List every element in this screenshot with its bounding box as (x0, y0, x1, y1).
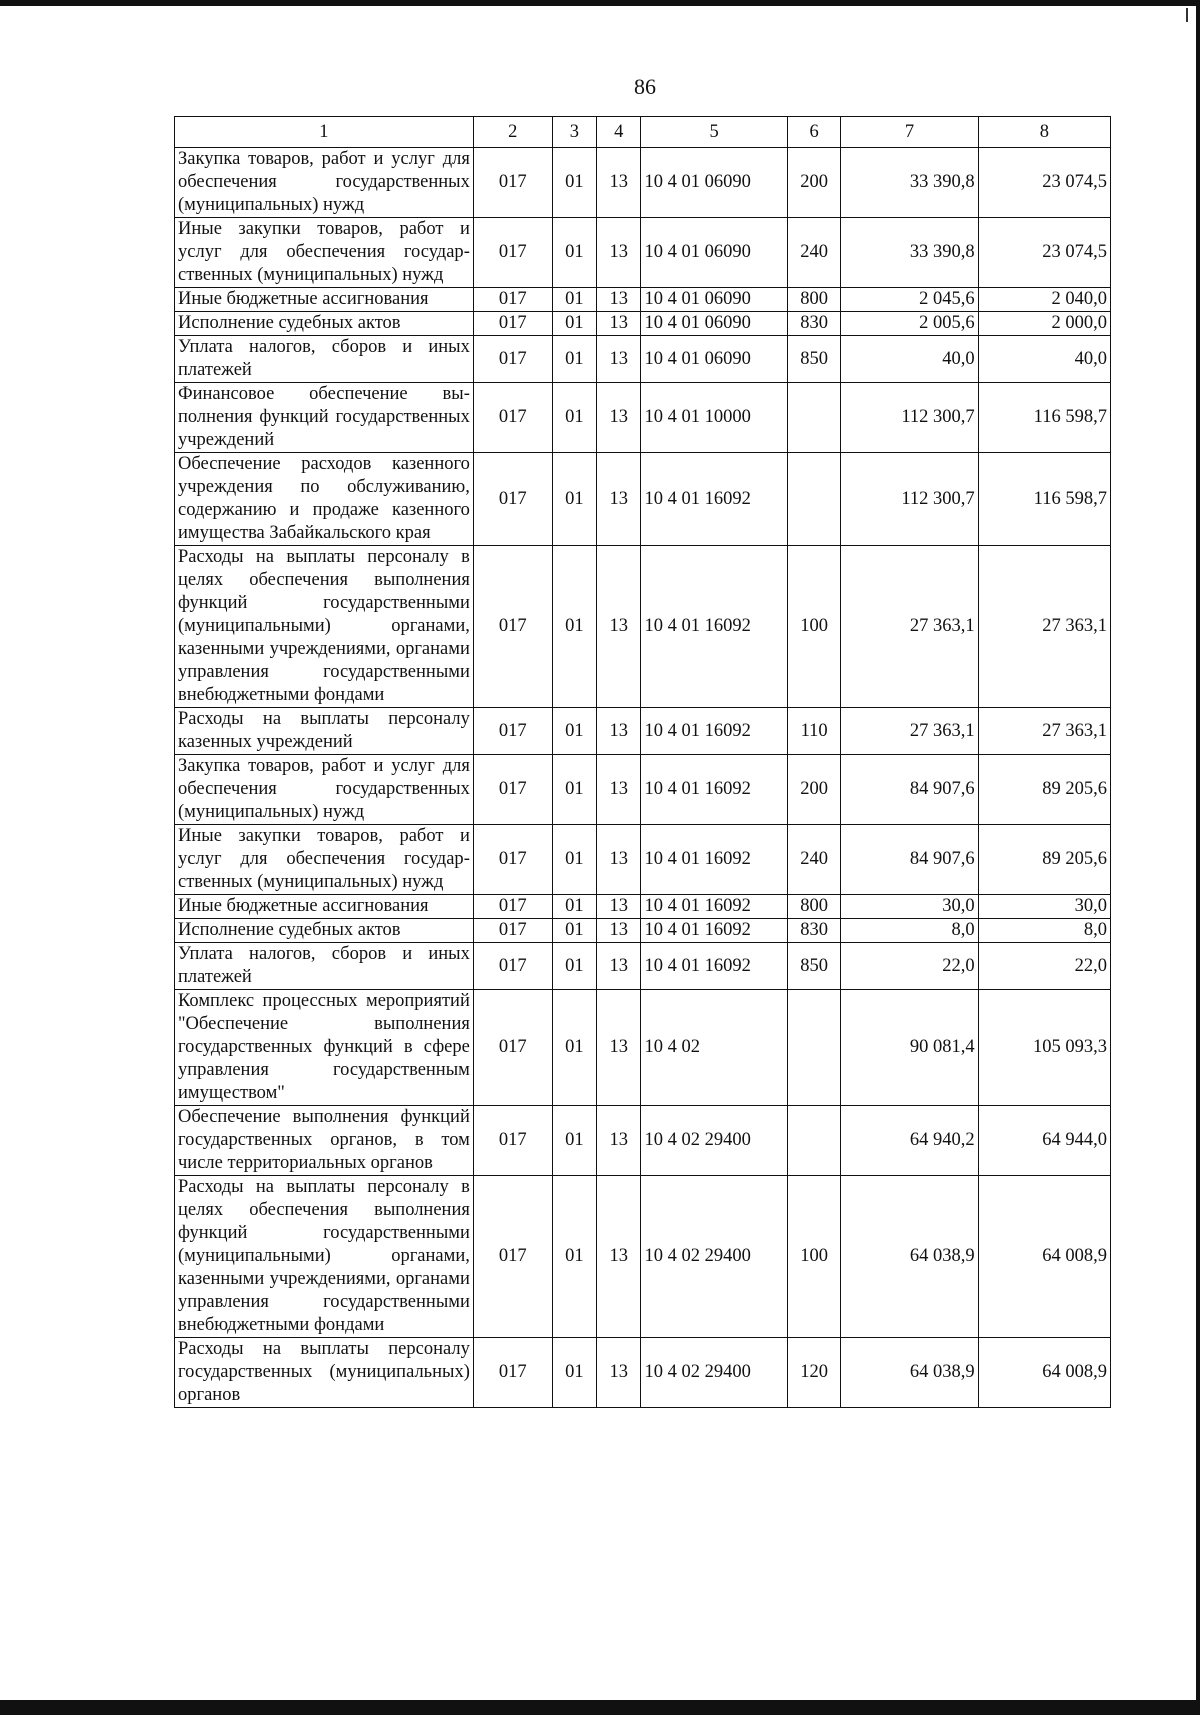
cell-amount-year2: 64 008,9 (978, 1338, 1110, 1408)
cell-expense-type: 850 (787, 943, 841, 990)
table-row (175, 383, 1111, 453)
cell-expense-type: 830 (787, 312, 841, 336)
cell-amount-year1: 84 907,6 (841, 755, 978, 825)
cell-expense-type (787, 383, 841, 453)
table-row (175, 708, 1111, 755)
cell-admin-code: 017 (473, 1176, 552, 1338)
cell-name: Финансовое обеспечение выполнения функций государственных учреждений (175, 383, 474, 453)
cell-name: Уплата налогов, сборов и иных платежей (175, 943, 474, 990)
cell-subsection: 13 (597, 546, 641, 708)
cell-section: 01 (552, 919, 596, 943)
cell-subsection: 13 (597, 943, 641, 990)
table-row (175, 895, 1111, 919)
cell-section: 01 (552, 990, 596, 1106)
cell-section: 01 (552, 453, 596, 546)
cell-admin-code: 017 (473, 1338, 552, 1408)
scan-mark (1186, 8, 1188, 22)
cell-expense-type: 200 (787, 148, 841, 218)
table-header-row (175, 117, 1111, 148)
cell-amount-year2: 30,0 (978, 895, 1110, 919)
cell-target-item: 10 4 01 06090 (641, 288, 787, 312)
cell-target-item: 10 4 01 06090 (641, 148, 787, 218)
cell-section: 01 (552, 1176, 596, 1338)
cell-expense-type (787, 1106, 841, 1176)
cell-section: 01 (552, 943, 596, 990)
cell-expense-type: 800 (787, 895, 841, 919)
cell-target-item: 10 4 01 10000 (641, 383, 787, 453)
cell-amount-year1: 112 300,7 (841, 383, 978, 453)
cell-name: Иные бюджетные ассигнования (175, 288, 474, 312)
cell-amount-year1: 33 390,8 (841, 218, 978, 288)
column-header: 6 (787, 117, 841, 148)
cell-target-item: 10 4 02 (641, 990, 787, 1106)
cell-subsection: 13 (597, 336, 641, 383)
cell-subsection: 13 (597, 218, 641, 288)
cell-target-item: 10 4 02 29400 (641, 1106, 787, 1176)
cell-expense-type: 200 (787, 755, 841, 825)
table-row (175, 755, 1111, 825)
cell-section: 01 (552, 148, 596, 218)
cell-amount-year2: 2 040,0 (978, 288, 1110, 312)
column-header: 8 (978, 117, 1110, 148)
cell-expense-type: 240 (787, 218, 841, 288)
cell-section: 01 (552, 546, 596, 708)
cell-target-item: 10 4 01 16092 (641, 755, 787, 825)
scan-border-top (0, 0, 1200, 6)
cell-admin-code: 017 (473, 919, 552, 943)
cell-name: Расходы на выплаты персоналу в целях обеспечения выполнения функций государственными (муниципальными) органами, казенными учреждениями, органами управления государственными внебюджетными фондами (175, 546, 474, 708)
table-row (175, 1338, 1111, 1408)
column-header: 4 (597, 117, 641, 148)
cell-name: Обеспечение расходов казенного учреждения по обслуживанию, содержанию и продаже казенного имущества Забайкальского края (175, 453, 474, 546)
cell-name: Закупка товаров, работ и услуг для обеспечения государственных (муниципальных) нужд (175, 755, 474, 825)
cell-amount-year1: 27 363,1 (841, 708, 978, 755)
cell-amount-year2: 89 205,6 (978, 755, 1110, 825)
column-header: 7 (841, 117, 978, 148)
cell-name: Исполнение судебных актов (175, 312, 474, 336)
cell-admin-code: 017 (473, 546, 552, 708)
table-row (175, 1106, 1111, 1176)
cell-expense-type: 110 (787, 708, 841, 755)
cell-amount-year1: 33 390,8 (841, 148, 978, 218)
cell-name: Закупка товаров, работ и услуг для обеспечения государственных (муниципальных) нужд (175, 148, 474, 218)
cell-amount-year2: 27 363,1 (978, 546, 1110, 708)
table-row (175, 218, 1111, 288)
cell-admin-code: 017 (473, 453, 552, 546)
cell-amount-year1: 90 081,4 (841, 990, 978, 1106)
cell-amount-year2: 116 598,7 (978, 453, 1110, 546)
cell-target-item: 10 4 01 16092 (641, 453, 787, 546)
cell-amount-year1: 40,0 (841, 336, 978, 383)
cell-amount-year1: 2 045,6 (841, 288, 978, 312)
cell-amount-year1: 22,0 (841, 943, 978, 990)
cell-section: 01 (552, 383, 596, 453)
cell-expense-type: 830 (787, 919, 841, 943)
cell-subsection: 13 (597, 453, 641, 546)
cell-subsection: 13 (597, 708, 641, 755)
cell-amount-year1: 30,0 (841, 895, 978, 919)
cell-subsection: 13 (597, 755, 641, 825)
cell-name: Обеспечение выполнения функций государственных органов, в том числе территориальных органов (175, 1106, 474, 1176)
table-row (175, 919, 1111, 943)
cell-amount-year1: 8,0 (841, 919, 978, 943)
cell-target-item: 10 4 01 06090 (641, 312, 787, 336)
column-header: 1 (175, 117, 474, 148)
cell-subsection: 13 (597, 148, 641, 218)
page-number: 86 (634, 74, 656, 99)
cell-name: Исполнение судебных актов (175, 919, 474, 943)
cell-target-item: 10 4 01 16092 (641, 943, 787, 990)
cell-target-item: 10 4 01 16092 (641, 546, 787, 708)
cell-amount-year2: 64 008,9 (978, 1176, 1110, 1338)
table-row (175, 943, 1111, 990)
cell-amount-year2: 22,0 (978, 943, 1110, 990)
cell-target-item: 10 4 02 29400 (641, 1338, 787, 1408)
cell-expense-type: 100 (787, 1176, 841, 1338)
column-header: 2 (473, 117, 552, 148)
cell-amount-year2: 2 000,0 (978, 312, 1110, 336)
cell-admin-code: 017 (473, 383, 552, 453)
cell-expense-type: 850 (787, 336, 841, 383)
cell-section: 01 (552, 312, 596, 336)
table-row (175, 336, 1111, 383)
table-row (175, 825, 1111, 895)
cell-admin-code: 017 (473, 943, 552, 990)
cell-subsection: 13 (597, 895, 641, 919)
cell-subsection: 13 (597, 1106, 641, 1176)
cell-name: Расходы на выплаты персоналу казенных учреждений (175, 708, 474, 755)
scan-border-right (1196, 0, 1200, 1715)
cell-section: 01 (552, 755, 596, 825)
cell-amount-year2: 89 205,6 (978, 825, 1110, 895)
cell-expense-type: 800 (787, 288, 841, 312)
cell-admin-code: 017 (473, 148, 552, 218)
cell-section: 01 (552, 1338, 596, 1408)
cell-amount-year2: 64 944,0 (978, 1106, 1110, 1176)
cell-subsection: 13 (597, 383, 641, 453)
cell-target-item: 10 4 01 16092 (641, 825, 787, 895)
cell-amount-year2: 40,0 (978, 336, 1110, 383)
cell-amount-year1: 27 363,1 (841, 546, 978, 708)
cell-subsection: 13 (597, 825, 641, 895)
table-row (175, 453, 1111, 546)
cell-amount-year1: 112 300,7 (841, 453, 978, 546)
cell-section: 01 (552, 336, 596, 383)
cell-admin-code: 017 (473, 218, 552, 288)
cell-name: Комплекс процессных мероприятий "Обеспечение выполнения государственных функций в сфере управления государственным имуществом" (175, 990, 474, 1106)
cell-amount-year1: 2 005,6 (841, 312, 978, 336)
cell-admin-code: 017 (473, 755, 552, 825)
cell-expense-type: 120 (787, 1338, 841, 1408)
cell-amount-year2: 105 093,3 (978, 990, 1110, 1106)
table-row (175, 1176, 1111, 1338)
cell-admin-code: 017 (473, 288, 552, 312)
budget-table (174, 116, 1111, 1408)
cell-admin-code: 017 (473, 825, 552, 895)
cell-admin-code: 017 (473, 1106, 552, 1176)
table-row (175, 990, 1111, 1106)
table-row (175, 148, 1111, 218)
cell-admin-code: 017 (473, 895, 552, 919)
cell-admin-code: 017 (473, 312, 552, 336)
cell-amount-year1: 64 038,9 (841, 1176, 978, 1338)
cell-name: Уплата налогов, сборов и иных платежей (175, 336, 474, 383)
cell-target-item: 10 4 01 16092 (641, 895, 787, 919)
cell-expense-type (787, 990, 841, 1106)
table-row (175, 288, 1111, 312)
cell-name: Расходы на выплаты персоналу в целях обеспечения выполнения функций государственными (муниципальными) органами, казенными учреждениями, органами управления государственными внебюджетными фондами (175, 1176, 474, 1338)
cell-amount-year1: 84 907,6 (841, 825, 978, 895)
cell-name: Иные закупки товаров, работ и услуг для обеспечения государственных (муниципальных) нужд (175, 825, 474, 895)
cell-amount-year2: 8,0 (978, 919, 1110, 943)
cell-section: 01 (552, 708, 596, 755)
cell-admin-code: 017 (473, 990, 552, 1106)
cell-section: 01 (552, 1106, 596, 1176)
cell-target-item: 10 4 01 06090 (641, 218, 787, 288)
cell-admin-code: 017 (473, 708, 552, 755)
cell-section: 01 (552, 895, 596, 919)
cell-expense-type (787, 453, 841, 546)
cell-amount-year1: 64 940,2 (841, 1106, 978, 1176)
cell-name: Иные закупки товаров, работ и услуг для обеспечения государственных (муниципальных) нужд (175, 218, 474, 288)
column-header: 5 (641, 117, 787, 148)
cell-target-item: 10 4 01 16092 (641, 919, 787, 943)
cell-subsection: 13 (597, 312, 641, 336)
cell-name: Расходы на выплаты персоналу государственных (муниципальных) органов (175, 1338, 474, 1408)
scan-border-bottom (0, 1700, 1200, 1715)
cell-subsection: 13 (597, 919, 641, 943)
column-header: 3 (552, 117, 596, 148)
cell-subsection: 13 (597, 990, 641, 1106)
cell-admin-code: 017 (473, 336, 552, 383)
cell-subsection: 13 (597, 1338, 641, 1408)
cell-amount-year2: 23 074,5 (978, 148, 1110, 218)
cell-subsection: 13 (597, 288, 641, 312)
cell-expense-type: 240 (787, 825, 841, 895)
cell-name: Иные бюджетные ассигнования (175, 895, 474, 919)
cell-expense-type: 100 (787, 546, 841, 708)
table-body (175, 148, 1111, 1408)
table-row (175, 546, 1111, 708)
cell-amount-year2: 27 363,1 (978, 708, 1110, 755)
cell-section: 01 (552, 288, 596, 312)
cell-section: 01 (552, 218, 596, 288)
cell-target-item: 10 4 01 06090 (641, 336, 787, 383)
cell-target-item: 10 4 02 29400 (641, 1176, 787, 1338)
cell-amount-year2: 23 074,5 (978, 218, 1110, 288)
cell-section: 01 (552, 825, 596, 895)
cell-target-item: 10 4 01 16092 (641, 708, 787, 755)
table-row (175, 312, 1111, 336)
cell-amount-year2: 116 598,7 (978, 383, 1110, 453)
cell-subsection: 13 (597, 1176, 641, 1338)
cell-amount-year1: 64 038,9 (841, 1338, 978, 1408)
